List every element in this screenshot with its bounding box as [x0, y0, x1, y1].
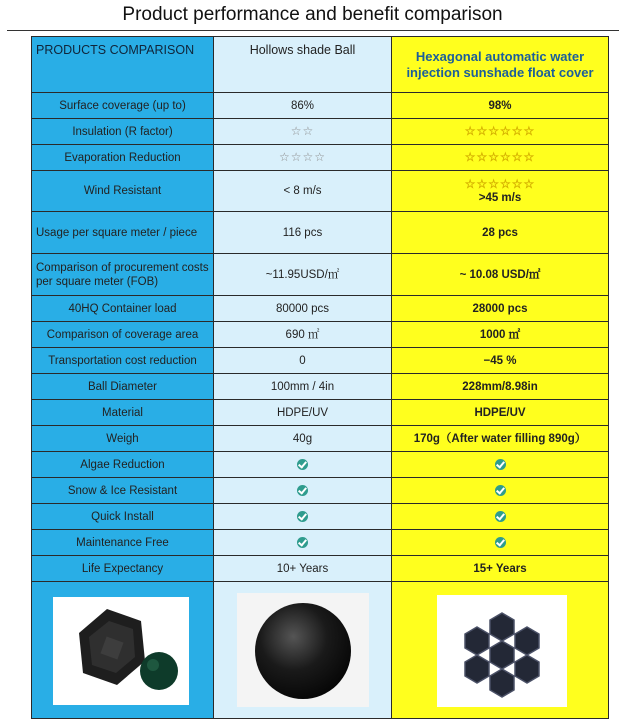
- hex-value: ~ 10.08 USD/㎡: [392, 254, 609, 296]
- ball-value: HDPE/UV: [214, 400, 392, 426]
- ball-value: 10+ Years: [214, 556, 392, 582]
- row-label: Quick Install: [32, 504, 214, 530]
- hexagon-cover-with-ball-image: [37, 591, 209, 709]
- hexagonal-float-cover-image: [397, 591, 604, 709]
- image-cell-hexagonal-cover: [392, 582, 609, 719]
- hex-value: 1000 ㎡: [392, 322, 609, 348]
- row-label: Surface coverage (up to): [32, 93, 214, 119]
- row-label: Snow & Ice Resistant: [32, 478, 214, 504]
- ball-value: 100mm / 4in: [214, 374, 392, 400]
- check-circle-icon: [297, 485, 308, 496]
- row-label: Evaporation Reduction: [32, 145, 214, 171]
- hex-value: 98%: [392, 93, 609, 119]
- check-circle-icon: [495, 537, 506, 548]
- row-label: Comparison of coverage area: [32, 322, 214, 348]
- ball-value: 116 pcs: [214, 212, 392, 254]
- table-row: [32, 452, 609, 478]
- header-products-comparison: PRODUCTS COMPARISON: [32, 37, 214, 93]
- ball-value: < 8 m/s: [214, 171, 392, 212]
- hex-value: 28000 pcs: [392, 296, 609, 322]
- row-label: Maintenance Free: [32, 530, 214, 556]
- header-row: [32, 37, 609, 93]
- ball-value: 690 ㎡: [214, 322, 392, 348]
- star-outline-icon: ☆☆☆☆☆☆: [464, 124, 536, 138]
- hex-value: HDPE/UV: [392, 400, 609, 426]
- hex-value: >45 m/s: [478, 192, 522, 204]
- star-outline-icon: ☆☆☆☆: [278, 150, 327, 164]
- check-circle-icon: [495, 485, 506, 496]
- row-label: Weigh: [32, 426, 214, 452]
- hex-value: −45 %: [392, 348, 609, 374]
- table-row: [32, 119, 609, 145]
- row-label: Ball Diameter: [32, 374, 214, 400]
- table-row: [32, 426, 609, 452]
- table-row: [32, 171, 609, 212]
- row-label: 40HQ Container load: [32, 296, 214, 322]
- image-cell-shade-ball: [214, 582, 392, 719]
- row-label: Life Expectancy: [32, 556, 214, 582]
- table-row: [32, 530, 609, 556]
- ball-value: 80000 pcs: [214, 296, 392, 322]
- ball-value: 40g: [214, 426, 392, 452]
- check-circle-icon: [297, 511, 308, 522]
- comparison-table: [31, 36, 609, 719]
- table-row: [32, 212, 609, 254]
- page-title: Product performance and benefit comparison: [122, 4, 503, 25]
- hex-value: 170g（After water filling 890g）: [392, 426, 609, 452]
- table-row: [32, 400, 609, 426]
- table-row: [32, 348, 609, 374]
- ball-value: 0: [214, 348, 392, 374]
- check-circle-icon: [495, 459, 506, 470]
- hex-value: 228mm/8.98in: [392, 374, 609, 400]
- header-hexagonal-cover: Hexagonal automatic water injection sunshade float cover: [392, 37, 609, 93]
- hex-value: 28 pcs: [392, 212, 609, 254]
- row-label: Insulation (R factor): [32, 119, 214, 145]
- table-row: [32, 478, 609, 504]
- image-cell-hexagon-and-ball: [32, 582, 214, 719]
- star-outline-icon: ☆☆☆☆☆☆: [464, 177, 536, 191]
- check-circle-icon: [297, 537, 308, 548]
- title-divider: [7, 30, 619, 31]
- table-row: [32, 556, 609, 582]
- table-row: [32, 504, 609, 530]
- table-row: [32, 296, 609, 322]
- shade-ball-image: [219, 591, 387, 709]
- table-row: [32, 145, 609, 171]
- header-shade-ball: Hollows shade Ball: [214, 37, 392, 93]
- table-row: [32, 254, 609, 296]
- table-row: [32, 93, 609, 119]
- table-row: [32, 322, 609, 348]
- star-outline-icon: ☆☆☆☆☆☆: [464, 150, 536, 164]
- table-row: [32, 374, 609, 400]
- check-circle-icon: [495, 511, 506, 522]
- product-image-row: [32, 582, 609, 719]
- hex-value: 15+ Years: [392, 556, 609, 582]
- row-label: Wind Resistant: [32, 171, 214, 212]
- row-label: Algae Reduction: [32, 452, 214, 478]
- row-label: Comparison of procurement costs per square meter (FOB): [32, 254, 214, 296]
- ball-value: 86%: [214, 93, 392, 119]
- row-label: Material: [32, 400, 214, 426]
- ball-value: ~11.95USD/㎡: [214, 254, 392, 296]
- check-circle-icon: [297, 459, 308, 470]
- star-outline-icon: ☆☆: [290, 124, 315, 138]
- row-label: Transportation cost reduction: [32, 348, 214, 374]
- row-label: Usage per square meter / piece: [32, 212, 214, 254]
